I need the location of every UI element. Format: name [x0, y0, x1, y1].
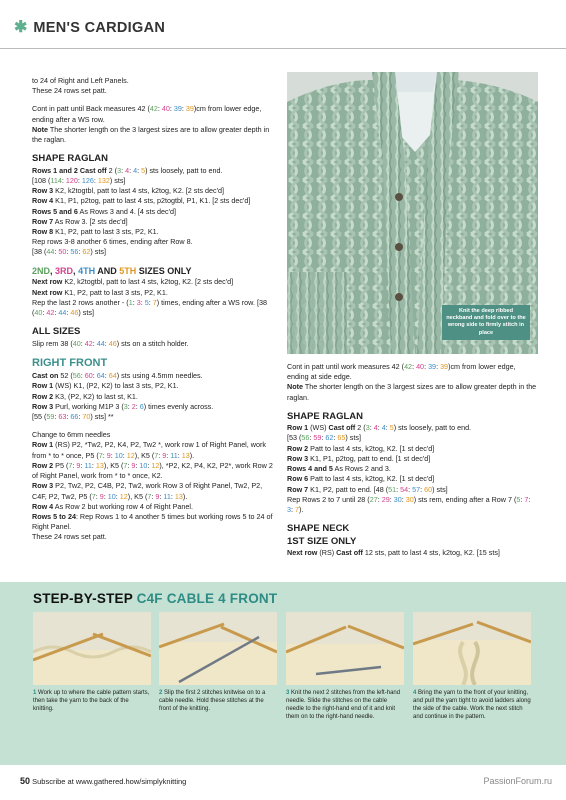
banner-title: STEP-BY-STEP C4F CABLE 4 FRONT [33, 591, 278, 606]
page-number: 50 [20, 776, 31, 786]
header-divider [0, 48, 566, 49]
instruction: [108 (114: 120: 126: 132) sts] [32, 175, 126, 185]
step-3-image [286, 612, 404, 685]
paragraph: Cont in patt until Back measures 42 (42: 40: 39: 39)cm from lower edge, ending after a WS row. [32, 104, 262, 124]
instruction: [53 (56: 59: 62: 65) sts] [287, 433, 361, 443]
step-text: 3 Knit the next 2 stitches from the left-hand needle. Slide the stitches on the cable needle to the right-hand end of it and knit them on to the right-hand needle. [286, 690, 401, 721]
watermark: PassionForum.ru [483, 776, 552, 786]
instruction: Row 4 K1, P1, p2tog, patt to last 4 sts, p2togtbl, P1, K1. [2 sts dec'd] [32, 196, 251, 206]
instruction: Row 7 As Row 3. [2 sts dec'd] [32, 216, 128, 226]
instruction: Row 3 K2, k2togtbl, patt to last 4 sts, k2tog, K2. [2 sts dec'd] [32, 186, 224, 196]
step-text: 2 Slip the first 2 stitches knitwise on to a cable needle. Hold these stitches at the front of the knitting. [159, 690, 266, 713]
section-heading: 2ND, 3RD, 4TH AND 5TH SIZES ONLY [32, 265, 192, 276]
instruction: Next row K1, P2, patt to last 3 sts, P2, K1. [32, 287, 168, 297]
instruction: Rows 1 and 2 Cast off 2 (3: 4: 4: 5) sts loosely, patt to end. [32, 165, 223, 175]
step-4-image [413, 612, 531, 685]
section-heading: SHAPE NECK [287, 523, 350, 535]
instruction: [38 (44: 50: 56: 62) sts] [32, 247, 106, 257]
paragraph: to 24 of Right and Left Panels. [32, 76, 129, 85]
page-header [14, 18, 165, 39]
section-heading: ALL SIZES [32, 326, 81, 338]
subscribe-text: Subscribe at www.gathered.how/simplyknitting [32, 777, 187, 786]
instruction: Next row (RS) Cast off 12 sts, patt to last 4 sts, k2tog, K2. [15 sts] [287, 548, 500, 558]
instruction: Row 1 (RS) P2, *Tw2, P2, K4, P2, Tw2 *, work row 1 of Right Panel, work from * to * once, P5 (7: 9: 10: 12), K5 (7: 9: 11: 13). [32, 440, 266, 460]
note: Note The shorter length on the 3 largest sizes are to allow greater depth in the raglan. [32, 124, 270, 145]
section-subheading: 1ST SIZE ONLY [287, 535, 357, 547]
instruction: Row 3 K1, P1, p2tog, patt to end. [1 st dec'd] [287, 453, 431, 463]
page-footer [20, 775, 186, 788]
instruction: Row 1 (WS) Cast off 2 (3: 4: 4: 5) sts loosely, patt to end. [287, 423, 472, 433]
step-by-step-banner [0, 582, 566, 765]
asterisk-icon: ✱ [14, 19, 28, 37]
instruction: Slip rem 38 (40: 42: 44: 46) sts on a stitch holder. [32, 338, 189, 348]
step-2 [159, 612, 277, 713]
instruction: Row 7 K1, P2, patt to end. [48 (51: 54: 57: 60) sts] [287, 484, 448, 494]
right-column [287, 362, 537, 558]
step-4 [413, 612, 531, 721]
instruction: Next row K2, k2togtbl, patt to last 4 sts, k2tog, K2. [2 sts dec'd] [32, 277, 234, 287]
instruction: Row 8 K1, P2, patt to last 3 sts, P2, K1. [32, 227, 159, 237]
instruction: Change to 6mm needles [32, 430, 111, 440]
step-1 [33, 612, 151, 713]
instruction: [55 (59: 63: 66: 70) sts] ** [32, 412, 114, 422]
step-3 [286, 612, 404, 721]
step-text: 1 Work up to where the cable pattern starts, then take the yarn to the back of the knitting. [33, 690, 150, 713]
instruction: Rows 4 and 5 As Rows 2 and 3. [287, 464, 391, 474]
instruction: Row 2 K3, (P2, K2) to last st, K1. [32, 391, 138, 401]
instruction: Row 6 Patt to last 4 sts, k2tog, K2. [1 st dec'd] [287, 474, 435, 484]
paragraph: Cont in patt until work measures 42 (42: 40: 39: 39)cm from lower edge, ending at side edge. [287, 362, 516, 382]
section-heading: RIGHT FRONT [32, 356, 108, 369]
instruction: Row 2 Patt to last 4 sts, k2tog, K2. [1 st dec'd] [287, 443, 435, 453]
instruction: Row 4 As Row 2 but working row 4 of Right Panel. [32, 501, 193, 511]
section-heading: SHAPE RAGLAN [287, 410, 364, 422]
instruction: Rows 5 and 6 As Rows 3 and 4. [4 sts dec'd] [32, 206, 176, 216]
page-title: MEN'S CARDIGAN [33, 20, 166, 36]
left-column [32, 76, 276, 543]
instruction: Row 3 P2, Tw2, P2, C4B, P2, Tw2, work Row 3 of Right Panel, Tw2, P2, C4F, P2, Tw2, P5 (7: 9: 10: 12), K5 (7: 9: 11: 13). [32, 481, 263, 501]
cardigan-photo [287, 72, 538, 354]
paragraph: These 24 rows set patt. [32, 86, 107, 96]
instruction: Cast on 52 (56: 60: 64: 64) sts using 4.5mm needles. [32, 371, 203, 381]
section-heading: SHAPE RAGLAN [32, 153, 109, 165]
instruction: Rows 5 to 24: Rep Rows 1 to 4 another 5 times but working rows 5 to 24 of Right Panel. [32, 511, 273, 532]
step-2-image [159, 612, 277, 685]
instruction: Row 2 P5 (7: 9: 11: 13), K5 (7: 9: 10: 12), *P2, K2, P4, K2, P2*, work Row 2 of Right Panel, work from * to * once, K2. [32, 460, 273, 481]
instruction: Row 3 Purl, working M1P 3 (3: 2: 6) times evenly across. [32, 401, 214, 411]
instruction: Rep the last 2 rows another - (1: 3: 5: 7) times, ending after a WS row. [38 (40: 42: 44: 46) sts] [32, 297, 267, 318]
step-1-image [33, 612, 151, 685]
note: Note The shorter length on the 3 largest sizes are to allow greater depth in the raglan. [287, 382, 537, 402]
step-text: 4 Bring the yarn to the front of your knitting, and pull the yarn tight to avoid ladders along the side of the cable. Work the next stitch and continue in the pattern. [413, 690, 531, 721]
instruction: These 24 rows set patt. [32, 532, 107, 542]
instruction: Rep Rows 2 to 7 until 28 (27: 29: 30: 30) sts rem, ending after a Row 7 (5: 7: 3: 7). [287, 494, 531, 515]
instruction: Rep rows 3-8 another 6 times, ending after Row 8. [32, 237, 193, 247]
photo-caption: Knit the deep ribbed neckband and fold over to the wrong side to firmly stitch in place [442, 305, 530, 340]
instruction: Row 1 (WS) K1, (P2, K2) to last 3 sts, P2, K1. [32, 381, 179, 391]
